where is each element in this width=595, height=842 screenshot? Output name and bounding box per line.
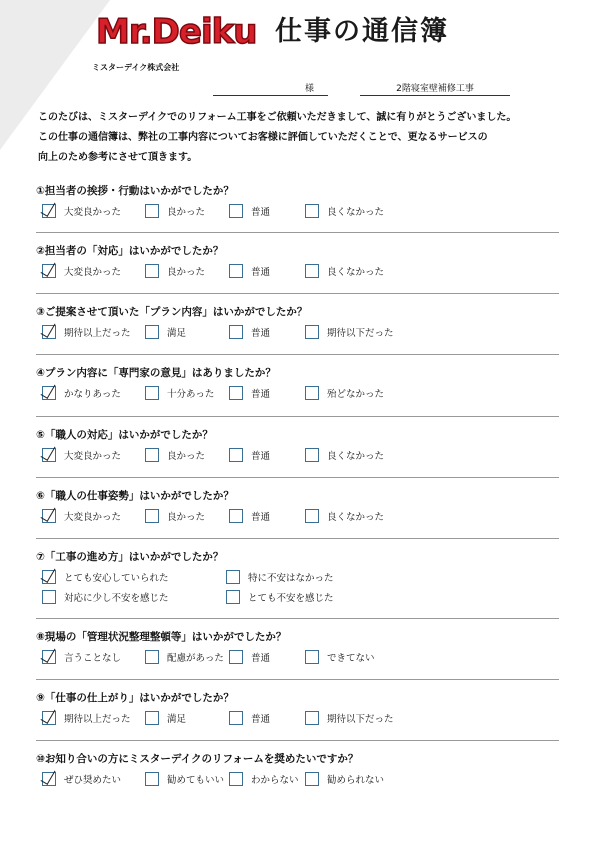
option-item[interactable]	[226, 590, 334, 604]
option-label: 普通	[251, 328, 271, 339]
checked-checkbox[interactable]	[42, 570, 56, 584]
question-title: ③ご提案させて頂いた「プラン内容」はいかがでしたか？	[36, 306, 308, 318]
option-label: 大変良かった	[64, 207, 122, 218]
option-label: 良かった	[167, 451, 206, 462]
option-item[interactable]	[42, 570, 169, 584]
checkbox[interactable]	[305, 711, 319, 725]
checkbox[interactable]	[145, 650, 159, 664]
option-label: 対応に少し不安を感じた	[64, 593, 169, 604]
intro-line: このたびは、ミスターデイクでのリフォーム工事をご依頼いただきまして、誠に有りがとうございました。	[38, 112, 517, 123]
option-label: 勧めてもいい	[167, 775, 225, 786]
option-label: 良かった	[167, 267, 206, 278]
option-label: 満足	[167, 328, 187, 339]
checkbox[interactable]	[226, 590, 240, 604]
options-row	[36, 325, 561, 345]
checkbox[interactable]	[229, 386, 243, 400]
question-title: ④プラン内容に「専門家の意見」はありましたか？	[36, 367, 276, 379]
option-item[interactable]	[145, 325, 186, 339]
option-item[interactable]	[42, 448, 121, 462]
checked-checkbox[interactable]	[42, 264, 56, 278]
option-label: できてない	[327, 653, 375, 664]
checkbox[interactable]	[229, 264, 243, 278]
question-8	[36, 630, 561, 670]
option-item[interactable]	[42, 264, 121, 278]
option-label: 期待以下だった	[327, 714, 394, 725]
checkbox[interactable]	[305, 264, 319, 278]
question-9	[36, 691, 561, 731]
checkbox[interactable]	[305, 509, 319, 523]
section-divider	[36, 293, 559, 294]
question-2	[36, 244, 561, 284]
option-label: 言うことなし	[64, 653, 122, 664]
option-item[interactable]	[229, 509, 270, 523]
option-item[interactable]	[305, 509, 384, 523]
option-item[interactable]	[145, 204, 205, 218]
option-item[interactable]	[229, 325, 270, 339]
option-item[interactable]	[305, 711, 394, 725]
checkbox[interactable]	[42, 590, 56, 604]
option-item[interactable]	[226, 570, 334, 584]
project-name: 2階寝室壁補修工事	[360, 83, 510, 96]
section-divider	[36, 416, 559, 417]
option-item[interactable]	[42, 711, 131, 725]
checkbox[interactable]	[145, 325, 159, 339]
section-divider	[36, 538, 559, 539]
checkbox[interactable]	[229, 204, 243, 218]
checkbox[interactable]	[229, 650, 243, 664]
checkbox[interactable]	[305, 772, 319, 786]
intro-line: 向上のため参考にさせて頂きます。	[38, 152, 198, 163]
option-item[interactable]	[229, 772, 299, 786]
question-6	[36, 489, 561, 529]
question-5	[36, 428, 561, 468]
company-logo: Mr.Deiku	[96, 12, 257, 52]
option-item[interactable]	[42, 204, 121, 218]
option-label: 良かった	[167, 512, 206, 523]
option-label: 良くなかった	[327, 451, 385, 462]
checked-checkbox[interactable]	[42, 204, 56, 218]
option-label: 良くなかった	[327, 207, 385, 218]
options-row	[36, 509, 561, 529]
option-item[interactable]	[305, 650, 375, 664]
option-item[interactable]	[229, 386, 270, 400]
checkbox[interactable]	[145, 386, 159, 400]
option-label: 特に不安はなかった	[248, 573, 334, 584]
section-divider	[36, 354, 559, 355]
question-title: ⑨「仕事の仕上がり」はいかがでしたか？	[36, 692, 234, 704]
option-item[interactable]	[229, 204, 270, 218]
checkbox[interactable]	[229, 325, 243, 339]
option-item[interactable]	[305, 386, 384, 400]
section-divider	[36, 740, 559, 741]
section-divider	[36, 477, 559, 478]
intro-text	[38, 108, 558, 168]
checkbox[interactable]	[145, 204, 159, 218]
options-row	[36, 448, 561, 468]
checkbox[interactable]	[229, 509, 243, 523]
option-item[interactable]	[305, 264, 384, 278]
checkbox[interactable]	[229, 448, 243, 462]
option-label: 普通	[251, 451, 271, 462]
option-label: 十分あった	[167, 389, 215, 400]
question-title: ②担当者の「対応」はいかがでしたか？	[36, 245, 224, 257]
question-title: ⑥「職人の仕事姿勢」はいかがでしたか？	[36, 490, 234, 502]
option-item[interactable]	[305, 204, 384, 218]
option-item[interactable]	[229, 448, 270, 462]
option-item[interactable]	[229, 711, 270, 725]
question-title: ⑧現場の「管理状況整理整頓等」はいかがでしたか？	[36, 631, 287, 643]
option-label: 殆どなかった	[327, 389, 385, 400]
options-row	[36, 772, 561, 792]
option-label: 満足	[167, 714, 187, 725]
question-title: ⑩お知り合いの方にミスターデイクのリフォームを奨めたいですか？	[36, 753, 359, 765]
question-10	[36, 752, 561, 792]
option-item[interactable]	[305, 325, 394, 339]
section-divider	[36, 232, 559, 233]
option-item[interactable]	[42, 772, 121, 786]
checkbox[interactable]	[305, 325, 319, 339]
checkbox[interactable]	[145, 448, 159, 462]
option-label: 大変良かった	[64, 267, 122, 278]
options-row	[36, 570, 561, 590]
option-label: 良くなかった	[327, 512, 385, 523]
option-item[interactable]	[145, 650, 224, 664]
option-label: 期待以下だった	[327, 328, 394, 339]
question-7	[36, 550, 561, 610]
checked-checkbox[interactable]	[42, 325, 56, 339]
option-label: 勧められない	[327, 775, 385, 786]
checked-checkbox[interactable]	[42, 650, 56, 664]
company-name: ミスターデイク株式会社	[92, 63, 180, 72]
checkbox[interactable]	[305, 650, 319, 664]
option-item[interactable]	[229, 264, 270, 278]
options-row	[36, 204, 561, 224]
option-label: とても安心していられた	[64, 573, 169, 584]
option-label: 普通	[251, 207, 271, 218]
checkbox[interactable]	[229, 711, 243, 725]
option-label: 普通	[251, 267, 271, 278]
option-item[interactable]	[145, 711, 186, 725]
options-row	[36, 650, 561, 670]
option-item[interactable]	[42, 386, 121, 400]
option-label: 期待以上だった	[64, 714, 131, 725]
checkbox[interactable]	[145, 711, 159, 725]
option-label: 普通	[251, 389, 271, 400]
checkbox[interactable]	[229, 772, 243, 786]
checked-checkbox[interactable]	[42, 711, 56, 725]
question-1	[36, 184, 561, 224]
document-title: 仕事の通信簿	[275, 16, 449, 47]
options-row	[36, 711, 561, 731]
options-row	[36, 264, 561, 284]
options-row	[36, 590, 561, 610]
option-label: 配慮があった	[167, 653, 224, 664]
checked-checkbox[interactable]	[42, 448, 56, 462]
option-label: 良かった	[167, 207, 206, 218]
option-label: 大変良かった	[64, 512, 122, 523]
option-label: わからない	[251, 775, 299, 786]
option-item[interactable]	[42, 325, 131, 339]
checked-checkbox[interactable]	[42, 772, 56, 786]
option-item[interactable]	[42, 650, 121, 664]
checkbox[interactable]	[145, 509, 159, 523]
checked-checkbox[interactable]	[42, 386, 56, 400]
option-item[interactable]	[42, 590, 169, 604]
option-label: 期待以上だった	[64, 328, 131, 339]
option-label: とても不安を感じた	[248, 593, 334, 604]
option-label: 普通	[251, 714, 271, 725]
option-item[interactable]	[305, 448, 384, 462]
section-divider	[36, 618, 559, 619]
option-label: かなりあった	[64, 389, 121, 400]
question-title: ⑦「工事の進め方」はいかがでしたか？	[36, 551, 224, 563]
checked-checkbox[interactable]	[42, 509, 56, 523]
checkbox[interactable]	[145, 264, 159, 278]
options-row	[36, 386, 561, 406]
intro-line: この仕事の通信簿は、弊社の工事内容についてお客様に評価していただくことで、更なるサービスの	[38, 132, 488, 143]
recipient-suffix: 様	[304, 84, 314, 94]
question-title: ①担当者の挨拶・行動はいかがでしたか？	[36, 185, 234, 197]
option-label: 大変良かった	[64, 451, 122, 462]
question-4	[36, 366, 561, 406]
option-item[interactable]	[145, 509, 205, 523]
option-item[interactable]	[145, 264, 205, 278]
section-divider	[36, 679, 559, 680]
option-item[interactable]	[305, 772, 384, 786]
option-item[interactable]	[42, 509, 121, 523]
option-label: ぜひ奨めたい	[64, 775, 122, 786]
option-item[interactable]	[229, 650, 270, 664]
checkbox[interactable]	[305, 448, 319, 462]
checkbox[interactable]	[145, 772, 159, 786]
question-title: ⑤「職人の対応」はいかがでしたか？	[36, 429, 213, 441]
checkbox[interactable]	[305, 386, 319, 400]
recipient-field	[213, 83, 328, 96]
option-label: 良くなかった	[327, 267, 385, 278]
option-item[interactable]	[145, 386, 214, 400]
option-label: 普通	[251, 512, 271, 523]
checkbox[interactable]	[305, 204, 319, 218]
question-3	[36, 305, 561, 345]
option-item[interactable]	[145, 772, 224, 786]
option-item[interactable]	[145, 448, 205, 462]
option-label: 普通	[251, 653, 271, 664]
checkbox[interactable]	[226, 570, 240, 584]
